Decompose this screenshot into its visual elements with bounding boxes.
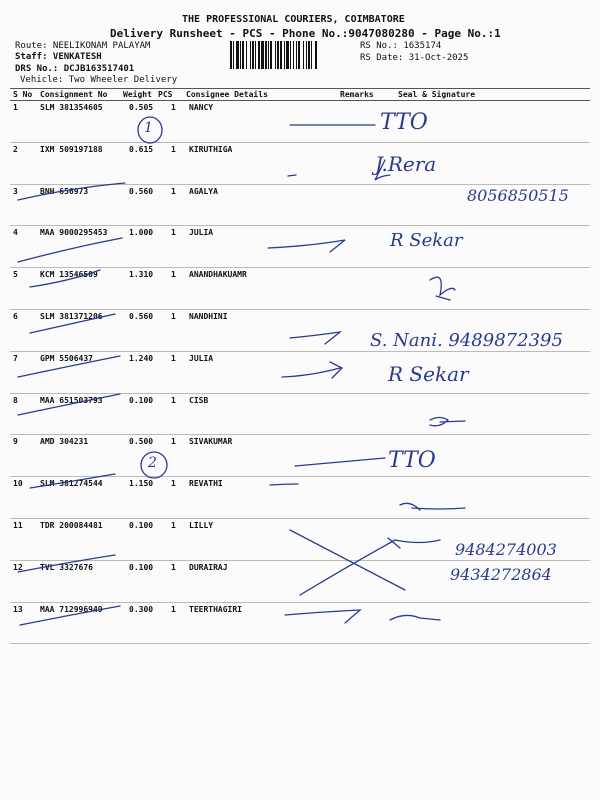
row-weight: 0.100 <box>129 521 154 530</box>
row-sno: 12 <box>13 562 23 572</box>
row-pcs: 1 <box>171 479 176 489</box>
row-divider <box>10 602 590 603</box>
row-divider <box>10 476 590 477</box>
handwriting-row3-phone: 8056850515 <box>467 186 569 205</box>
arrow-row7 <box>282 362 342 378</box>
handwriting-row6: S. Nani. 9489872395 <box>370 330 563 351</box>
row-divider <box>10 309 590 310</box>
row-sno: 10 <box>13 479 23 489</box>
row-pcs: 1 <box>171 521 176 530</box>
strike-row4 <box>18 238 122 262</box>
col-consignee: Consignee Details <box>186 90 268 99</box>
row-pcs: 1 <box>171 353 176 363</box>
row-weight: 0.560 <box>129 186 154 196</box>
arrow-row6 <box>290 332 340 344</box>
row-consignee: JULIA <box>189 353 214 363</box>
handwriting-row12: 9434272864 <box>450 565 552 584</box>
row-consignee: NANDHINI <box>189 312 228 321</box>
handwriting-row1: TTO <box>380 110 428 135</box>
row-pcs: 1 <box>171 144 176 154</box>
row-divider <box>10 225 590 226</box>
company-name: THE PROFESSIONAL COURIERS, COIMBATORE <box>182 14 405 25</box>
barcode-bar <box>317 41 318 69</box>
page-subtitle: Delivery Runsheet - PCS - Phone No.:9047080280 - Page No.:1 <box>110 27 501 40</box>
row-consignment: TDR 200084481 <box>40 521 103 530</box>
col-seal: Seal & Signature <box>398 90 476 99</box>
rs-date: RS Date: 31-Oct-2025 <box>360 53 469 63</box>
row-sno: 4 <box>13 228 18 238</box>
dash-row2 <box>288 175 296 176</box>
row-sno: 13 <box>13 604 23 614</box>
row-sno: 2 <box>13 144 18 154</box>
row-consignment: AMD 304231 <box>40 437 89 447</box>
row-consignment: MAA 712996949 <box>40 604 103 614</box>
vehicle-label: Vehicle: Two Wheeler Delivery <box>20 75 178 85</box>
row-sno: 9 <box>13 437 18 447</box>
drs-number: DRS No.: DCJB163517401 <box>15 64 135 74</box>
row-consignee: NANCY <box>189 103 214 112</box>
row-divider <box>10 393 590 394</box>
sig-row11-top <box>400 503 465 510</box>
row-consignment: BNH 656973 <box>40 186 89 196</box>
row-pcs: 1 <box>171 103 176 112</box>
row-consignee: LILLY <box>189 521 214 530</box>
row-sno: 6 <box>13 312 18 321</box>
row-consignment: KCM 13546509 <box>40 270 98 280</box>
row-divider <box>10 643 590 644</box>
row-consignment: SLM 381274544 <box>40 479 103 489</box>
row-consignee: CISB <box>189 395 209 405</box>
arrow-row9 <box>295 458 385 466</box>
arrows-row11-12 <box>290 530 405 595</box>
row-sno: 5 <box>13 270 18 280</box>
row-weight: 1.150 <box>129 479 154 489</box>
handwriting-row2: J.Rera <box>375 152 437 176</box>
sig-row11-line <box>395 540 440 543</box>
col-weight: Weight <box>123 90 152 99</box>
sig-row13 <box>390 615 440 620</box>
row-consignee: KIRUTHIGA <box>189 144 233 154</box>
row-divider <box>10 184 590 185</box>
row-sno: 3 <box>13 186 18 196</box>
row-consignee: ANANDHAKUAMR <box>189 270 247 280</box>
row-pcs: 1 <box>171 312 176 321</box>
row-sno: 11 <box>13 521 23 530</box>
handwriting-row11: 9484274003 <box>455 540 557 559</box>
row-divider <box>10 267 590 268</box>
header-bottom-rule <box>10 100 590 101</box>
row-consignee: REVATHI <box>189 479 223 489</box>
row-pcs: 1 <box>171 562 176 572</box>
row-divider <box>10 142 590 143</box>
arrow-row13 <box>285 610 360 623</box>
rs-number: RS No.: 1635174 <box>360 41 442 51</box>
handwriting-row4: R Sekar <box>390 230 463 251</box>
row-sno: 1 <box>13 103 18 112</box>
row-pcs: 1 <box>171 604 176 614</box>
header-top-rule <box>10 88 590 89</box>
col-consignment: Consignment No <box>40 90 108 99</box>
row-weight: 0.100 <box>129 562 154 572</box>
col-remarks: Remarks <box>340 90 374 99</box>
row-weight: 0.560 <box>129 312 154 321</box>
row-consignment: SLM 381371206 <box>40 312 103 321</box>
row-consignee: TEERTHAGIRI <box>189 604 242 614</box>
sig-row8 <box>430 418 465 426</box>
col-pcs: PCS <box>158 90 173 99</box>
row-consignment: IXM 509197188 <box>40 144 103 154</box>
handwriting-row7: R Sekar <box>388 362 469 386</box>
dash-row10 <box>270 484 298 485</box>
row-divider <box>10 560 590 561</box>
row-pcs: 1 <box>171 228 176 238</box>
circle-number-2: 2 <box>148 455 157 471</box>
row-pcs: 1 <box>171 186 176 196</box>
row-weight: 0.300 <box>129 604 154 614</box>
row-weight: 0.100 <box>129 395 154 405</box>
row-weight: 0.505 <box>129 103 154 112</box>
row-consignment: SLM 381354605 <box>40 103 103 112</box>
row-weight: 0.500 <box>129 437 154 447</box>
circle-number-1: 1 <box>144 120 153 136</box>
row-weight: 1.240 <box>129 353 154 363</box>
row-divider <box>10 518 590 519</box>
staff-label: Staff: VENKATESH <box>15 52 102 62</box>
row-weight: 1.310 <box>129 270 154 280</box>
row-weight: 0.615 <box>129 144 154 154</box>
row-pcs: 1 <box>171 395 176 405</box>
row-divider <box>10 434 590 435</box>
route-label: Route: NEELIKONAM PALAYAM <box>15 41 151 51</box>
handwriting-row9: TTO <box>388 448 436 473</box>
sig-row5 <box>430 277 455 300</box>
row-consignment: GPM 5506437 <box>40 353 93 363</box>
barcode <box>230 41 356 69</box>
row-pcs: 1 <box>171 437 176 447</box>
col-sno: S No <box>13 90 33 99</box>
row-consignment: TVL 3327676 <box>40 562 93 572</box>
row-consignee: SIVAKUMAR <box>189 437 233 447</box>
arrow-row4 <box>268 240 345 252</box>
row-pcs: 1 <box>171 270 176 280</box>
row-consignee: DURAIRAJ <box>189 562 228 572</box>
row-sno: 7 <box>13 353 18 363</box>
row-weight: 1.000 <box>129 228 154 238</box>
row-consignee: JULIA <box>189 228 214 238</box>
row-consignment: MAA 651503793 <box>40 395 103 405</box>
row-consignee: AGALYA <box>189 186 218 196</box>
row-consignment: MAA 9000295453 <box>40 228 108 238</box>
row-sno: 8 <box>13 395 18 405</box>
